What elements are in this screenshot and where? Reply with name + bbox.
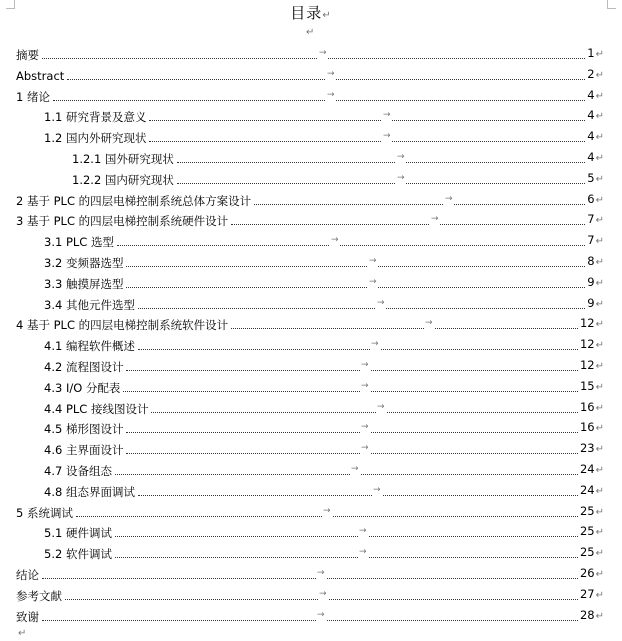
dot-leader [115, 547, 578, 558]
page-number: 26 [579, 566, 595, 580]
toc-entry-page [587, 253, 604, 271]
page-number: 6 [587, 191, 595, 206]
toc-entry-label: Abstract [16, 68, 65, 83]
toc-entry-label: 4.4 PLC 接线图设计 [44, 401, 149, 416]
toc-entry-page [587, 170, 604, 188]
toc-entry-label: 致谢 [16, 609, 39, 624]
paragraph-mark-icon: ↵ [595, 423, 604, 435]
tab-mark-icon: → [396, 149, 406, 165]
dot-leader [149, 110, 585, 121]
tab-mark-icon: → [444, 191, 454, 207]
page-number: 15 [579, 378, 595, 393]
toc-entry-label: 3.1 PLC 选型 [44, 235, 114, 250]
dot-leader [76, 505, 578, 517]
tab-mark-icon: → [358, 544, 368, 560]
page-number: 27 [579, 586, 595, 601]
toc-entry-page [580, 336, 604, 354]
toc-entry-page [580, 315, 604, 333]
paragraph-mark-icon: ↵ [595, 173, 604, 185]
tab-mark-icon: → [382, 107, 392, 123]
paragraph-mark-icon: ↵ [595, 215, 604, 227]
toc-entry-label: 2 基于 PLC 的四层电梯控制系统总体方案设计 [16, 193, 252, 208]
page-number: 7 [587, 233, 595, 248]
page-number: 25 [579, 524, 595, 539]
tab-mark-icon: → [376, 295, 386, 311]
toc-entry-page [580, 482, 604, 500]
paragraph-mark-icon: ↵ [595, 548, 604, 560]
page-number: 8 [587, 254, 595, 268]
toc-entry[interactable] [0, 501, 604, 521]
paragraph-mark-icon: ↵ [595, 257, 604, 268]
toc-entry-label: 摘要 [16, 48, 39, 62]
paragraph-mark-icon: ↵ [595, 132, 604, 144]
dot-leader [115, 464, 578, 475]
toc-entry[interactable] [0, 334, 604, 354]
tab-mark-icon: → [370, 336, 380, 352]
paragraph-mark-icon: ↵ [322, 10, 332, 21]
tab-mark-icon: → [318, 45, 328, 61]
paragraph-mark-icon: ↵ [595, 90, 604, 102]
tab-mark-icon: → [318, 586, 328, 602]
tab-mark-icon: → [376, 399, 386, 415]
paragraph-mark-icon: ↵ [595, 569, 604, 580]
toc-entry[interactable] [0, 64, 604, 84]
tab-mark-icon: → [322, 503, 332, 519]
paragraph-mark-icon: ↵ [595, 381, 604, 393]
toc-entry-page [587, 232, 604, 250]
toc-entry[interactable] [0, 584, 604, 604]
dot-leader [123, 380, 578, 392]
toc-entry-page [580, 399, 604, 417]
toc-entry-label: 1.2 国内外研究现状 [44, 131, 147, 146]
toc-entry[interactable] [0, 230, 604, 250]
paragraph-mark-icon: ↵ [595, 340, 604, 352]
toc-title [0, 4, 622, 25]
paragraph-mark-icon: ↵ [595, 402, 604, 414]
toc-entry-label: 1.2.1 国外研究现状 [72, 152, 174, 166]
page-number: 2 [587, 66, 595, 81]
toc-entry-page [587, 191, 604, 209]
tab-mark-icon: → [350, 461, 360, 477]
toc-entry-label: 4.7 设备组态 [44, 464, 112, 478]
paragraph-mark-icon: ↵ [595, 361, 604, 372]
toc-entry-page [587, 274, 604, 292]
paragraph-mark-icon: ↵ [595, 153, 604, 164]
toc-entry-label: 5.2 软件调试 [44, 547, 112, 562]
paragraph-mark-icon: ↵ [595, 319, 604, 331]
page-number: 24 [579, 482, 595, 497]
toc-entry[interactable] [0, 605, 604, 625]
tab-mark-icon: → [316, 607, 326, 623]
page-number: 12 [579, 358, 595, 372]
toc-entry[interactable] [0, 126, 604, 146]
paragraph-mark-icon: ↵ [595, 298, 604, 310]
toc-entry-page [580, 461, 604, 479]
dot-leader [138, 339, 578, 350]
tab-mark-icon: → [396, 170, 406, 186]
toc-entry-label: 1.2.2 国内研究现状 [72, 172, 174, 187]
page-number: 5 [587, 170, 595, 185]
dot-leader [115, 526, 578, 537]
paragraph-mark-icon: ↵ [595, 610, 604, 622]
paragraph-mark-icon: ↵ [595, 485, 604, 497]
page-number: 4 [587, 108, 595, 123]
toc-entry[interactable] [0, 147, 604, 167]
tab-mark-icon: → [360, 378, 370, 394]
toc-entry-label: 3.2 变频器选型 [44, 256, 124, 270]
dot-leader [177, 172, 585, 184]
dot-leader [126, 360, 578, 371]
tab-mark-icon: → [360, 419, 370, 435]
dot-leader [231, 214, 585, 225]
toc-entry-page [587, 107, 604, 125]
paragraph-mark-icon: ↵ [595, 506, 604, 518]
toc-entry-page [580, 419, 604, 437]
toc-entry[interactable] [0, 189, 604, 209]
paragraph-mark-icon: ↵ [595, 444, 604, 456]
dot-leader [42, 568, 578, 579]
toc-entry-label: 4.3 I/O 分配表 [44, 380, 121, 395]
toc-entry-page [580, 357, 604, 375]
toc-entry[interactable] [0, 459, 604, 479]
toc-entry-page [587, 87, 604, 105]
dot-leader [231, 318, 578, 329]
toc-entry-page [580, 378, 604, 396]
dot-leader [53, 89, 585, 101]
page-number: 25 [579, 503, 595, 518]
dot-leader [126, 256, 585, 267]
toc-entry-page [580, 523, 604, 541]
dot-leader [42, 48, 585, 59]
tab-mark-icon: → [368, 253, 378, 269]
toc-entry-label: 5 系统调试 [16, 505, 73, 520]
page-number: 23 [579, 441, 595, 456]
toc-entry-label: 4.2 流程图设计 [44, 360, 124, 374]
tab-mark-icon: → [372, 482, 382, 498]
toc-entry-label: 1.1 研究背景及意义 [44, 110, 147, 125]
toc-entry[interactable] [0, 293, 604, 313]
toc-entry-page [580, 565, 604, 583]
toc-entry[interactable] [0, 563, 604, 583]
dot-leader [126, 276, 585, 288]
dot-leader [138, 297, 585, 309]
toc-entry-label: 4.5 梯形图设计 [44, 422, 124, 437]
page-number: 4 [587, 87, 595, 102]
page-number: 9 [587, 274, 595, 289]
dot-leader [126, 422, 578, 433]
tab-mark-icon: → [358, 523, 368, 539]
page-number: 4 [587, 150, 595, 164]
dot-leader [254, 193, 585, 205]
tab-mark-icon: → [430, 211, 440, 227]
page-number: 25 [579, 545, 595, 560]
toc-entry-page [587, 149, 604, 167]
tab-mark-icon: → [316, 565, 326, 581]
toc-entry[interactable] [0, 355, 604, 375]
toc-entry-label: 3.3 触摸屏选型 [44, 276, 124, 291]
toc-entry-page [587, 295, 604, 313]
toc-entry[interactable] [0, 168, 604, 188]
dot-leader [138, 484, 578, 496]
toc-entry-label: 4 基于 PLC 的四层电梯控制系统软件设计 [16, 318, 229, 333]
tab-mark-icon: → [326, 87, 336, 103]
tab-mark-icon: → [326, 66, 336, 82]
paragraph-mark-icon: ↵ [595, 111, 604, 123]
paragraph-mark-icon: ↵ [595, 49, 604, 60]
toc-entry-page [587, 211, 604, 229]
toc-entry-page [587, 128, 604, 146]
toc-entry[interactable] [0, 209, 604, 229]
page-number: 16 [579, 420, 595, 435]
toc-entry-label: 4.8 组态界面调试 [44, 484, 135, 499]
toc-entry[interactable] [0, 105, 604, 125]
toc-entry[interactable] [0, 542, 604, 562]
toc-entry[interactable] [0, 251, 604, 271]
toc-entry-label: 1 绪论 [16, 89, 50, 104]
toc-entry-page [580, 607, 604, 625]
tab-mark-icon: → [368, 274, 378, 290]
paragraph-mark-icon: ↵ [595, 277, 604, 289]
dot-leader [126, 443, 578, 454]
dot-leader [65, 588, 578, 600]
toc-entry-page [580, 503, 604, 521]
toc-entry[interactable] [0, 43, 604, 63]
paragraph-mark-icon: ↵ [595, 527, 604, 539]
toc-entry-label: 5.1 硬件调试 [44, 526, 112, 541]
toc-entry[interactable] [0, 417, 604, 437]
dot-leader [177, 152, 585, 163]
dot-leader [67, 68, 585, 80]
toc-entry-label: 3 基于 PLC 的四层电梯控制系统硬件设计 [16, 214, 229, 229]
toc-entry-page [580, 544, 604, 562]
page-number: 9 [587, 295, 595, 310]
dot-leader [117, 235, 585, 246]
tab-mark-icon: → [424, 315, 434, 331]
paragraph-mark-icon: ↵ [306, 27, 315, 38]
dot-leader [151, 401, 577, 413]
paragraph-mark-icon: ↵ [595, 589, 604, 601]
paragraph-mark-icon: ↵ [595, 194, 604, 206]
dot-leader [149, 131, 585, 142]
toc-entry-label: 结论 [16, 568, 39, 582]
page-number: 16 [579, 399, 595, 414]
toc-entry-label: 参考文献 [16, 588, 62, 603]
page-number: 7 [587, 212, 595, 227]
paragraph-mark-icon: ↵ [595, 465, 604, 476]
page-number: 4 [587, 129, 595, 144]
toc-entry[interactable] [0, 272, 604, 292]
page-number: 28 [579, 607, 595, 622]
toc-entry[interactable] [0, 397, 604, 417]
page-number: 1 [587, 46, 595, 60]
toc-entry-label: 4.1 编程软件概述 [44, 339, 135, 354]
tab-mark-icon: → [330, 232, 340, 248]
tab-mark-icon: → [360, 440, 370, 456]
toc-entry[interactable] [0, 376, 604, 396]
toc-entry[interactable] [0, 85, 604, 105]
toc-entry[interactable] [0, 521, 604, 541]
tab-mark-icon: → [360, 357, 370, 373]
paragraph-mark-icon: ↵ [595, 236, 604, 248]
toc-title-text: 目录 [290, 4, 323, 22]
toc-entry-page [587, 45, 604, 63]
toc-entry[interactable] [0, 438, 604, 458]
page-number: 12 [579, 316, 595, 331]
toc-entry-page [580, 440, 604, 458]
toc-entry-page [580, 586, 604, 604]
dot-leader [42, 609, 578, 621]
paragraph-mark-icon: ↵ [18, 628, 27, 639]
page-number: 24 [579, 462, 595, 476]
toc-entry-label: 3.4 其他元件选型 [44, 297, 135, 312]
toc-entry[interactable] [0, 313, 604, 333]
paragraph-mark-icon: ↵ [595, 69, 604, 81]
toc-entry-page [587, 66, 604, 84]
toc-entry-label: 4.6 主界面设计 [44, 443, 124, 458]
page-number: 12 [579, 337, 595, 352]
tab-mark-icon: → [382, 128, 392, 144]
toc-entry[interactable] [0, 480, 604, 500]
